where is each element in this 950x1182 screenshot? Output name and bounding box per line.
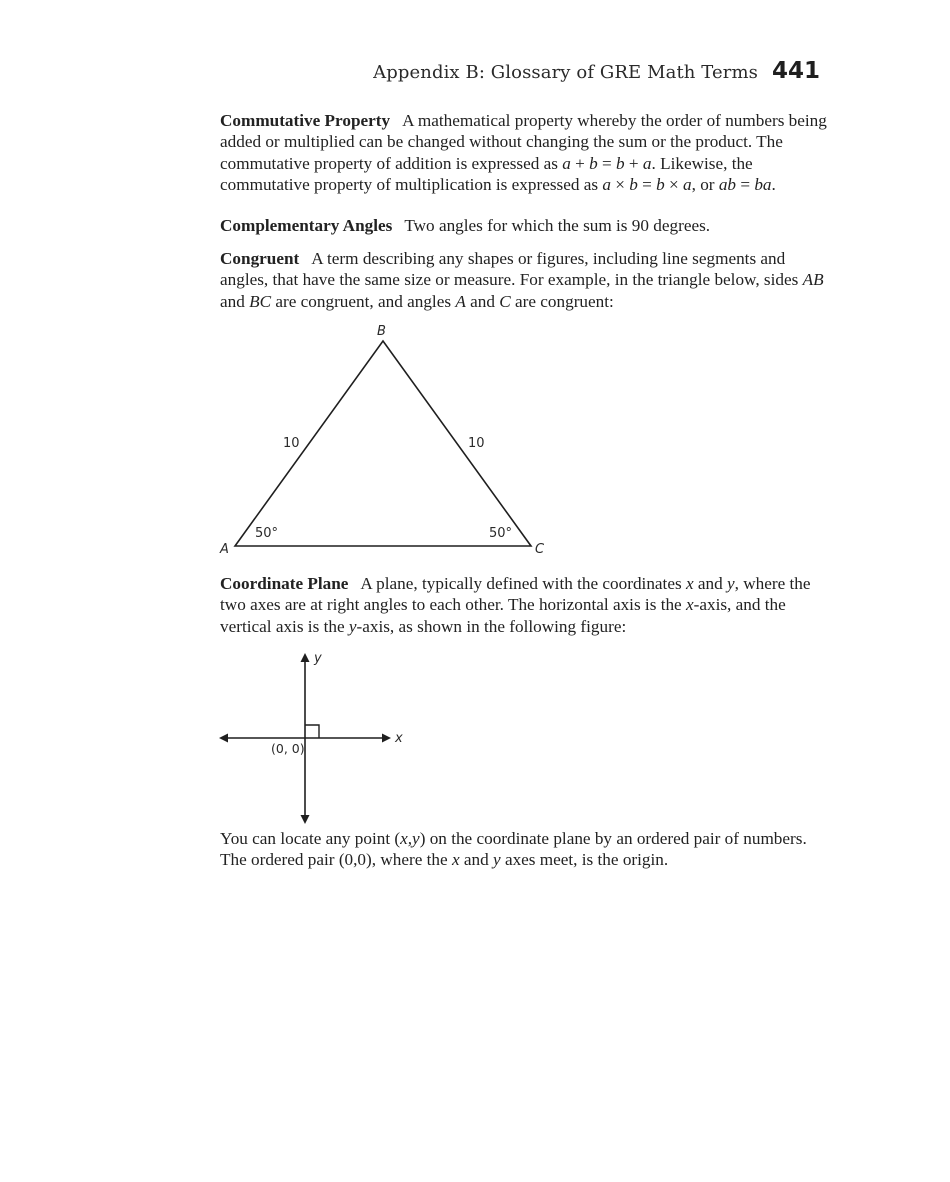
side-label-bc: 10 [468,436,485,451]
right-angle-marker [305,725,319,738]
origin-label: (0, 0) [271,741,305,756]
x-axis-left-arrow [219,734,228,743]
angle-label-c: 50° [489,526,513,541]
angle-label-a: 50° [255,526,279,541]
entry-complementary-angles: Complementary Angles Two angles for which the sum is 90 degrees. [220,216,711,235]
page-number: 441 [771,58,820,84]
x-axis-right-arrow [382,734,391,743]
side-label-ab: 10 [283,436,300,451]
y-axis-down-arrow [301,815,310,824]
y-axis-up-arrow [301,653,310,662]
term-heading: Complementary Angles [220,216,393,235]
x-axis-label: x [395,731,403,746]
vertex-label-b: B [377,324,386,339]
y-axis-label: y [314,651,322,666]
coordinate-plane-explanation: You can locate any point (x,y) on the coordinate plane by an ordered pair of numbers. The ordered pair (0,0), where the x and y axes meet, is the origin. [220,829,807,870]
vertex-label-c: C [535,542,545,557]
entry-coordinate-plane: Coordinate Plane A plane, typically defined with the coordinates x and y, where the two axes are at right angles to each other. The horizontal axis is the x-axis, and the vertical axis is the y-axis, as shown in the following figure: [220,574,811,636]
vertex-label-a: A [220,542,229,557]
term-heading: Commutative Property [220,111,391,130]
term-heading: Congruent [220,249,300,268]
entry-commutative-property: Commutative Property A mathematical property whereby the order of numbers being added or multiplied can be changed without changing the sum or the product. The commutative property of addition is expressed as a + b = b + a. Likewise, the commutative property of multiplication is expressed as a × b = b × a, or ab = ba. [220,111,827,194]
header-title: Appendix B: Glossary of GRE Math Terms [373,62,758,83]
entry-congruent: Congruent A term describing any shapes or figures, including line segments and angles, that have the same size or measure. For example, in the triangle below, sides AB and BC are congruent, and angles A and C are congruent: [220,249,824,311]
term-heading: Coordinate Plane [220,574,349,593]
